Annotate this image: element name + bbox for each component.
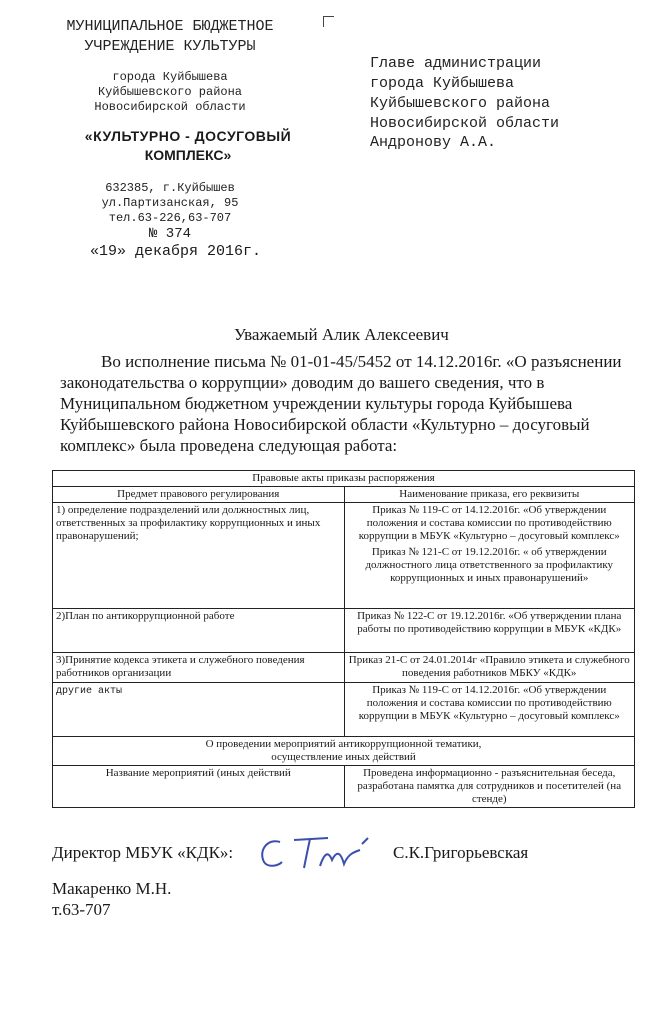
- cell-text: другие акты: [56, 686, 123, 697]
- org-name-1: «КУЛЬТУРНО - ДОСУГОВЫЙ: [84, 128, 292, 144]
- addressee-line: Андронову А.А.: [370, 134, 497, 151]
- signature-role: Директор МБУК «КДК»:: [52, 843, 234, 862]
- body-line: Муниципальном бюджетном учреждении культуры города Куйбышева: [60, 394, 573, 413]
- addressee-line: города Куйбышева: [370, 75, 515, 92]
- table-column-headers: [53, 487, 635, 503]
- section-title-line: О проведении мероприятий антикоррупционной тематики,: [205, 738, 482, 750]
- cell-text: Приказ № 121-С от 19.12.2016г. « об утверждении должностного лица ответственного за профилактику коррупционных и иных правонарушений»: [365, 546, 614, 584]
- cell-order: [344, 609, 635, 653]
- handwritten-signature-icon: [250, 830, 390, 875]
- table-row: [53, 653, 635, 683]
- cell-subject: [53, 683, 345, 737]
- signature-name: С.К.Григорьевская: [393, 843, 529, 862]
- measures-table: [52, 470, 635, 808]
- table-row: [53, 683, 635, 737]
- org-phone: тел.63-226,63-707: [108, 211, 232, 225]
- org-address-1: 632385, г.Куйбышев: [105, 181, 235, 195]
- body-line: Во исполнение письма № 01-01-45/5452 от 14.12.2016г. «О разъяснении: [101, 352, 622, 371]
- executor-phone: т.63-707: [52, 900, 111, 919]
- cell-subject: [53, 653, 345, 683]
- body-line: Куйбышевского района Новосибирской области «Культурно – досуговый: [60, 415, 590, 434]
- org-name-2: КОМПЛЕКС»: [144, 147, 232, 163]
- addressee-line: Куйбышевского района: [370, 95, 551, 112]
- table-section-header: [53, 737, 635, 766]
- org-city-2: Куйбышевского района: [97, 85, 243, 99]
- cell-order: [344, 653, 635, 683]
- section-title: [53, 737, 635, 766]
- org-city-3: Новосибирской области: [94, 100, 246, 114]
- org-line-2: УЧРЕЖДЕНИЕ КУЛЬТУРЫ: [84, 38, 256, 55]
- table-row: [53, 609, 635, 653]
- body-line: комплекс» была проведена следующая работа:: [60, 436, 398, 455]
- column-header-subject: Предмет правового регулирования: [53, 487, 345, 503]
- cell-text: Приказ № 122-С от 19.12.2016г. «Об утверждении плана работы по противодействию коррупции в МБУК «КДК»: [357, 610, 622, 635]
- cell-text: 2)План по антикоррупционной работе: [56, 610, 235, 622]
- cell-text: 3)Принятие кодекса этикета и служебного поведения работников организации: [56, 654, 305, 679]
- executor-name: Макаренко М.Н.: [52, 879, 172, 898]
- org-city-1: города Куйбышева: [112, 70, 228, 84]
- cell-subject: [53, 503, 345, 609]
- outgoing-number: № 374: [148, 226, 191, 242]
- cell-order: Проведена информационно - разъяснительная беседа, разработана памятка для сотрудников и посетителей (на стенде): [344, 766, 635, 808]
- cell-subject: [53, 609, 345, 653]
- letter-date: «19» декабря 2016г.: [90, 243, 262, 260]
- addressee-line: Главе администрации: [370, 55, 542, 72]
- cell-text: Приказ № 119-С от 14.12.2016г. «Об утверждении положения и состава комиссии по противодействию коррупции в МБУК «Культурно – досуговый комплекс»: [358, 684, 620, 722]
- cell-text: 1) определение подразделений или должностных лиц, ответственных за профилактику коррупционных и иных правонарушений;: [56, 504, 321, 542]
- cell-text: Приказ 21-С от 24.01.2014г «Правило этикета и служебного поведения работников МБКУ «КДК»: [348, 654, 630, 679]
- column-header-order: Наименование приказа, его реквизиты: [344, 487, 635, 503]
- section-title: Правовые акты приказы распоряжения: [53, 471, 635, 487]
- org-line-1: МУНИЦИПАЛЬНОЕ БЮДЖЕТНОЕ: [66, 18, 274, 35]
- cell-text: Приказ № 119-С от 14.12.2016г. «Об утверждении положения и состава комиссии по противодействию коррупции в МБУК «Культурно – досуговый комплекс»: [358, 504, 620, 542]
- addressee-line: Новосибирской области: [370, 115, 560, 132]
- body-line: законодательства о коррупции» доводим до вашего сведения, что в: [60, 373, 545, 392]
- cell-subject: Название мероприятий (иных действий: [53, 766, 345, 808]
- table-row: [53, 503, 635, 609]
- corner-mark: [323, 16, 334, 27]
- cell-order: [344, 503, 635, 609]
- salutation: Уважаемый Алик Алексеевич: [234, 325, 449, 344]
- org-address-2: ул.Партизанская, 95: [101, 196, 239, 210]
- section-title-line: осуществление иных действий: [271, 751, 416, 763]
- table-row: [53, 766, 635, 808]
- table-section-header: [53, 471, 635, 487]
- cell-order: [344, 683, 635, 737]
